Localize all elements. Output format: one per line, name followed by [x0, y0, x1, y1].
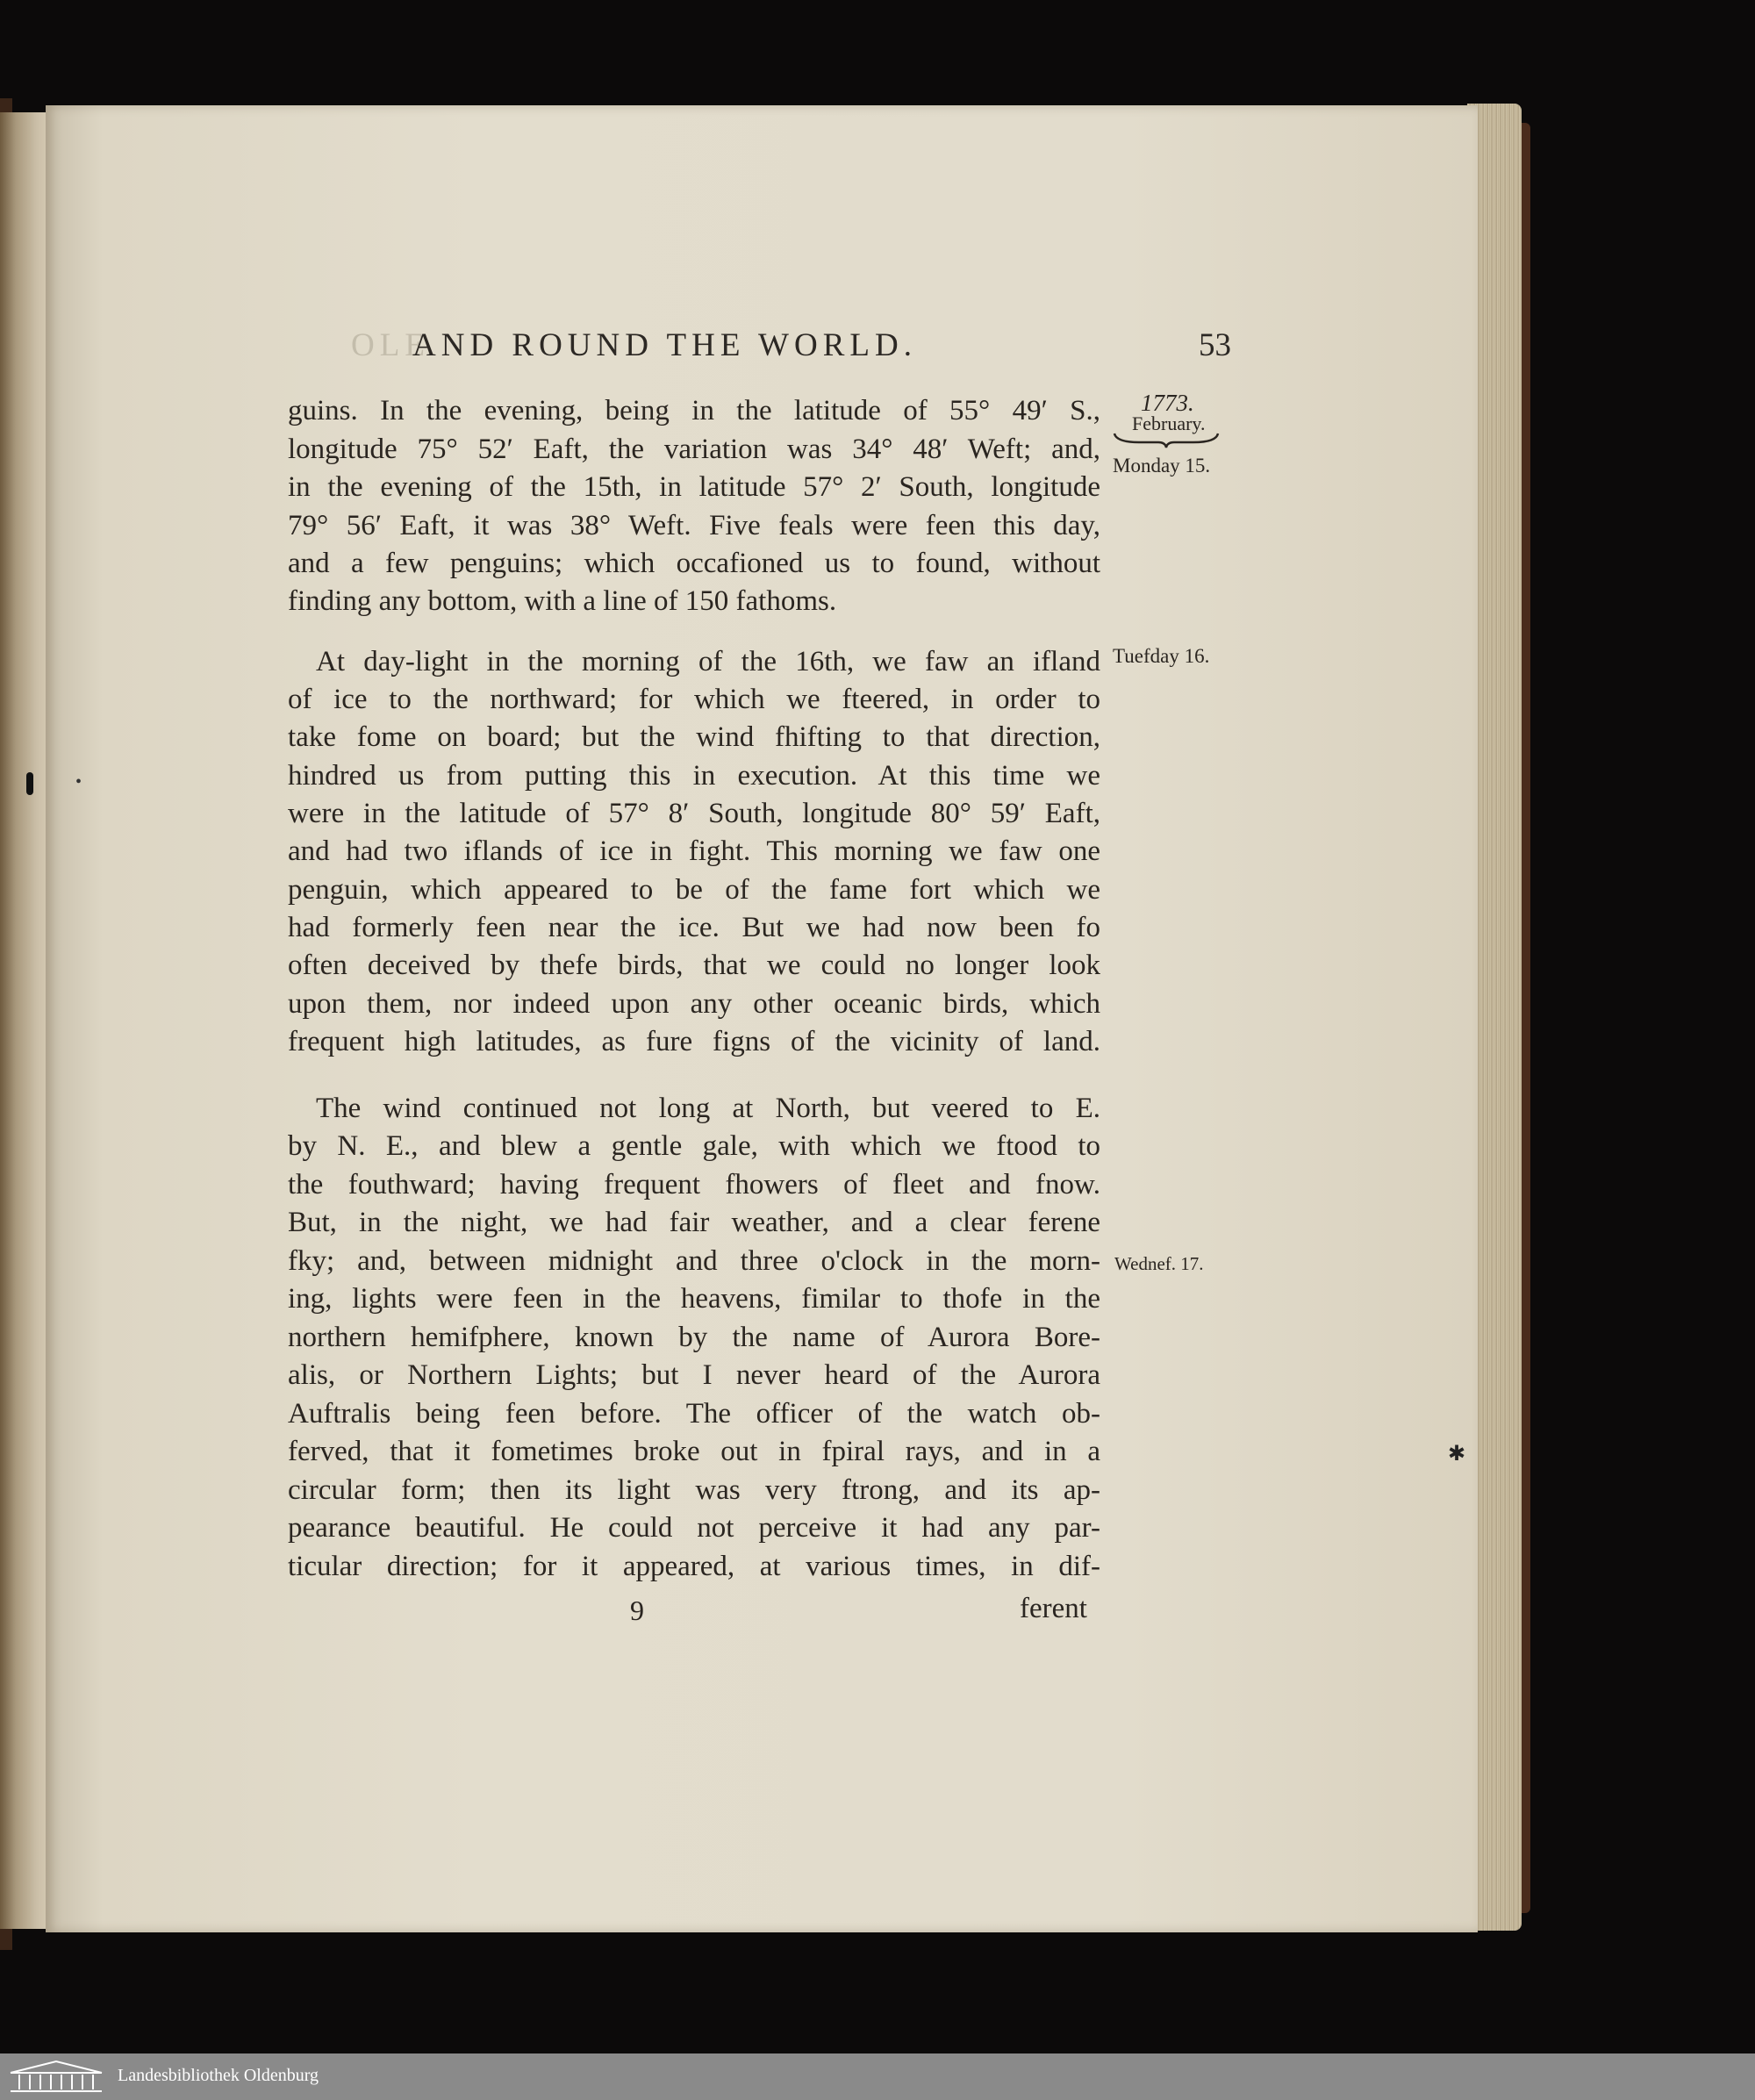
text-line: Auftralis being feen before. The officer of the watch ob-	[288, 1398, 1100, 1430]
page-number: 53	[1199, 327, 1231, 363]
text-line: circular form; then its light was very ftrong, and its ap-	[288, 1474, 1100, 1506]
text-line: But, in the night, we had fair weather, and a clear ferene	[288, 1207, 1100, 1238]
text-line: 79° 56′ Eaft, it was 38° Weft. Five feals were feen this day,	[288, 510, 1100, 541]
text-line: pearance beautiful. He could not perceive it had any par-	[288, 1512, 1100, 1544]
left-page-edge	[0, 112, 53, 1929]
text-line: the fouthward; having frequent fhowers of fleet and fnow.	[288, 1169, 1100, 1201]
text-line: penguin, which appeared to be of the fame fort which we	[288, 874, 1100, 906]
text-line: alis, or Northern Lights; but I never heard of the Aurora	[288, 1359, 1100, 1391]
text-line: were in the latitude of 57° 8′ South, longitude 80° 59′ Eaft,	[288, 798, 1100, 829]
text-line: by N. E., and blew a gentle gale, with which we ftood to	[288, 1130, 1100, 1162]
text-line: take fome on board; but the wind fhifting to that direction,	[288, 721, 1100, 753]
library-name: Landesbibliothek Oldenburg	[118, 2066, 319, 2085]
margin-wednesday: Wednef. 17.	[1114, 1253, 1204, 1274]
text-line: guins. In the evening, being in the latitude of 55° 49′ S.,	[288, 395, 1100, 426]
library-building-icon	[7, 2059, 105, 2094]
text-line: ferved, that it fometimes broke out in fpiral rays, and in a	[288, 1436, 1100, 1467]
text-line: longitude 75° 52′ Eaft, the variation was 34° 48′ Weft; and,	[288, 434, 1100, 465]
text-line: upon them, nor indeed upon any other oceanic birds, which	[288, 988, 1100, 1020]
margin-month: February.	[1132, 412, 1206, 434]
brace-icon	[1113, 430, 1220, 449]
text-line: in the evening of the 15th, in latitude 57° 2′ South, longitude	[288, 471, 1100, 503]
footer-bar	[0, 2053, 1755, 2100]
running-header: AND ROUND THE WORLD.	[412, 327, 917, 363]
text-line: and a few penguins; which occafioned us to found, without	[288, 548, 1100, 579]
ink-blot: ✱	[1448, 1443, 1466, 1466]
text-line: ticular direction; for it appeared, at various times, in dif-	[288, 1551, 1100, 1582]
text-line: often deceived by thefe birds, that we could no longer look	[288, 950, 1100, 981]
margin-monday: Monday 15.	[1113, 455, 1211, 477]
text-line: northern hemifphere, known by the name of Aurora Bore-	[288, 1322, 1100, 1353]
margin-tuesday: Tuefday 16.	[1113, 645, 1210, 667]
ink-mark: •	[75, 772, 82, 792]
text-line: ing, lights were feen in the heavens, fimilar to thofe in the	[288, 1283, 1100, 1315]
signature-mark: 9	[630, 1595, 644, 1626]
text-line: The wind continued not long at North, but veered to E.	[316, 1093, 1100, 1124]
header-bleed-through: OLE	[351, 327, 430, 363]
text-line: and had two iflands of ice in fight. This morning we faw one	[288, 835, 1100, 867]
binding-hole	[26, 772, 33, 795]
text-line: fky; and, between midnight and three o'clock in the morn-	[288, 1245, 1100, 1277]
text-line: At day-light in the morning of the 16th, we faw an ifland	[316, 646, 1100, 677]
catchword: ferent	[1020, 1593, 1087, 1624]
text-line: hindred us from putting this in execution. At this time we	[288, 760, 1100, 792]
text-line: of ice to the northward; for which we fteered, in order to	[288, 684, 1100, 715]
text-line: finding any bottom, with a line of 150 fathoms.	[288, 585, 837, 617]
margin-year: 1773.	[1141, 390, 1194, 416]
text-line: had formerly feen near the ice. But we had now been fo	[288, 912, 1100, 943]
text-line: frequent high latitudes, as fure figns of the vicinity of land.	[288, 1026, 1100, 1057]
